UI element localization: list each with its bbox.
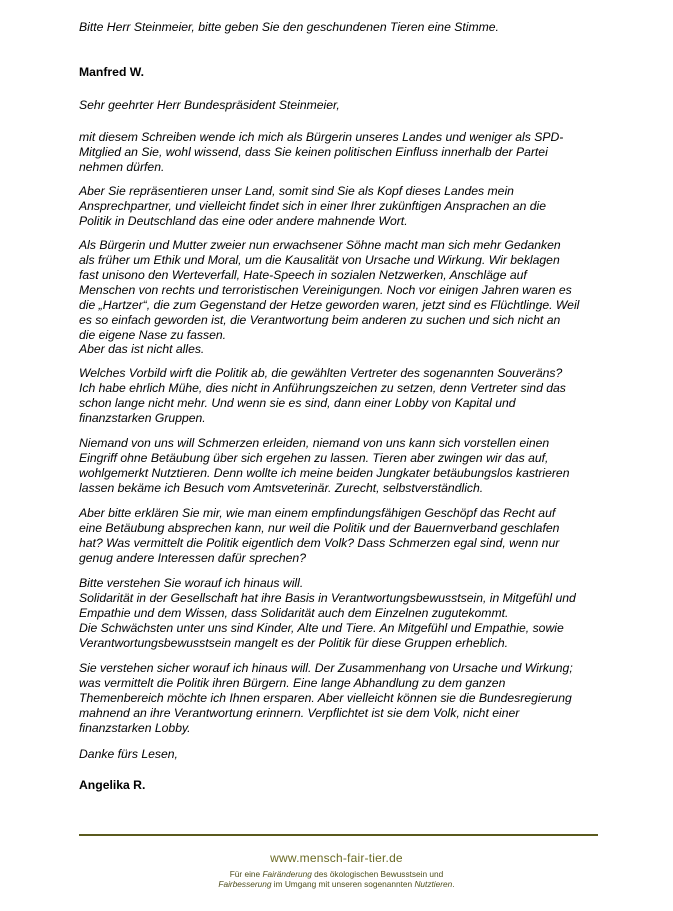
footer-text: Nutztieren — [414, 879, 453, 889]
letter-line: Aber das ist nicht alles. — [79, 342, 205, 356]
footer-divider — [79, 834, 598, 836]
letter-line: die „Hartzer“, die zum Gegenstand der Hetze geworden waren, jetzt sind es Flüchtlinge. Weil — [79, 298, 580, 312]
letter-line: Als Bürgerin und Mutter zweier nun erwachsener Söhne macht man sich mehr Gedanken — [79, 238, 561, 252]
footer-text: . — [452, 879, 455, 889]
letter-line: Verantwortungsbewusstsein mangelt es der Politik für diese Gruppen erheblich. — [79, 636, 509, 650]
letter-line: Politik in Deutschland das eine oder andere mahnende Wort. — [79, 214, 408, 228]
letter-line: Ansprechpartner, und vielleicht findet sich in einer Ihrer zukünftigen Ansprachen an die — [79, 199, 547, 213]
letter-line: Solidarität in der Gesellschaft hat ihre Basis in Verantwortungsbewusstsein, in Mitgefühl und — [79, 591, 576, 605]
letter-line: lassen bekäme ich Besuch vom Amtsveterinär. Zurecht, selbstverständlich. — [79, 481, 484, 495]
letter2-signature: Angelika R. — [79, 778, 146, 792]
letter-line: mit diesem Schreiben wende ich mich als Bürgerin unseres Landes und weniger als SPD- — [79, 130, 564, 144]
letter-line: Themenbereich möchte ich Ihnen ersparen. Aber vielleicht können sie die Bundesregierung — [79, 691, 572, 705]
letter-line: Empathie und dem Wissen, dass Solidarität auch dem Einzelnen zugutekommt. — [79, 606, 509, 620]
letter-line: Sie verstehen sicher worauf ich hinaus will. Der Zusammenhang von Ursache und Wirkung; — [79, 661, 573, 675]
letter1-closing: Bitte Herr Steinmeier, bitte geben Sie den geschundenen Tieren eine Stimme. — [79, 20, 499, 34]
footer-text: des ökologischen Bewusstsein und — [311, 869, 444, 879]
letter-line: mahnend an ihre Verantwortung erinnern. Verpflichtet ist sie dem Volk, nicht einer — [79, 706, 520, 720]
letter2-thanks: Danke fürs Lesen, — [79, 747, 178, 761]
letter2-salutation: Sehr geehrter Herr Bundespräsident Steinmeier, — [79, 98, 340, 112]
letter-line: Menschen von rechts und terroristischen Vereinigungen. Noch vor einigen Jahren waren es — [79, 283, 572, 297]
letter-line: Mitglied an Sie, wohl wissend, dass Sie keinen politischen Einfluss innerhalb der Partei — [79, 145, 548, 159]
footer-tagline-line2 — [0, 879, 673, 889]
footer-text: Fairbesserung — [218, 879, 272, 889]
letter-line: Bitte verstehen Sie worauf ich hinaus will. — [79, 576, 304, 590]
letter-line: nehmen dürfen. — [79, 160, 165, 174]
letter-line: schon lange nicht mehr. Und wenn sie es sind, dann einer Lobby von Kapital und — [79, 396, 516, 410]
letter-line: wohlgemerkt Nutztieren. Denn wollte ich meine beiden Jungkater betäubungslos kastrieren — [79, 466, 570, 480]
letter-line: finanzstarken Lobby. — [79, 721, 191, 735]
letter-line: Die Schwächsten unter uns sind Kinder, Alte und Tiere. An Mitgefühl und Empathie, sowie — [79, 621, 564, 635]
letter-line: es so einfach geworden ist, die Verantwortung beim anderen zu suchen und sich nicht an — [79, 313, 561, 327]
letter-line: Welches Vorbild wirft die Politik ab, die gewählten Vertreter des sogenannten Souveräns? — [79, 366, 563, 380]
footer-text: Fairänderung — [262, 869, 312, 879]
footer-website-link[interactable]: www.mensch-fair-tier.de — [270, 851, 403, 865]
footer-tagline-line1 — [0, 869, 673, 879]
letter-line: finanzstarken Gruppen. — [79, 411, 206, 425]
footer-text: im Umgang mit unseren sogenannten — [271, 879, 415, 889]
letter-line: Ich habe ehrlich Mühe, dies nicht in Anführungszeichen zu setzen, denn Vertreter sind das — [79, 381, 566, 395]
letter-line: genug andere Interessen dafür sprechen? — [79, 551, 306, 565]
letter-line: eine Betäubung absprechen kann, nur weil die Politik und der Bauernverband geschlafen — [79, 521, 560, 535]
letter-line: hat? Was vermittelt die Politik eigentlich dem Volk? Dass Schmerzen egal sind, wenn nur — [79, 536, 560, 550]
letter-line: fast unisono den Werteverfall, Hate-Speech in sozialen Netzwerken, Anschläge auf — [79, 268, 527, 282]
letter-line: als früher um Ethik und Moral, um die Kausalität von Ursache und Wirkung. Wir beklagen — [79, 253, 560, 267]
letter-line: Aber bitte erklären Sie mir, wie man einem empfindungsfähigen Geschöpf das Recht auf — [79, 506, 556, 520]
letter-line: Niemand von uns will Schmerzen erleiden, niemand von uns kann sich vorstellen einen — [79, 436, 550, 450]
letter-line: die eigene Nase zu fassen. — [79, 328, 227, 342]
letter-line: Eingriff ohne Betäubung über sich ergehen zu lassen. Tieren aber zwingen wir das auf, — [79, 451, 549, 465]
letter-line: Aber Sie repräsentieren unser Land, somit sind Sie als Kopf dieses Landes mein — [79, 184, 514, 198]
letter-line: was vermittelt die Politik ihren Bürgern. Eine lange Abhandlung zu dem ganzen — [79, 676, 506, 690]
footer-text: Für eine — [229, 869, 263, 879]
letter1-signature: Manfred W. — [79, 65, 145, 79]
